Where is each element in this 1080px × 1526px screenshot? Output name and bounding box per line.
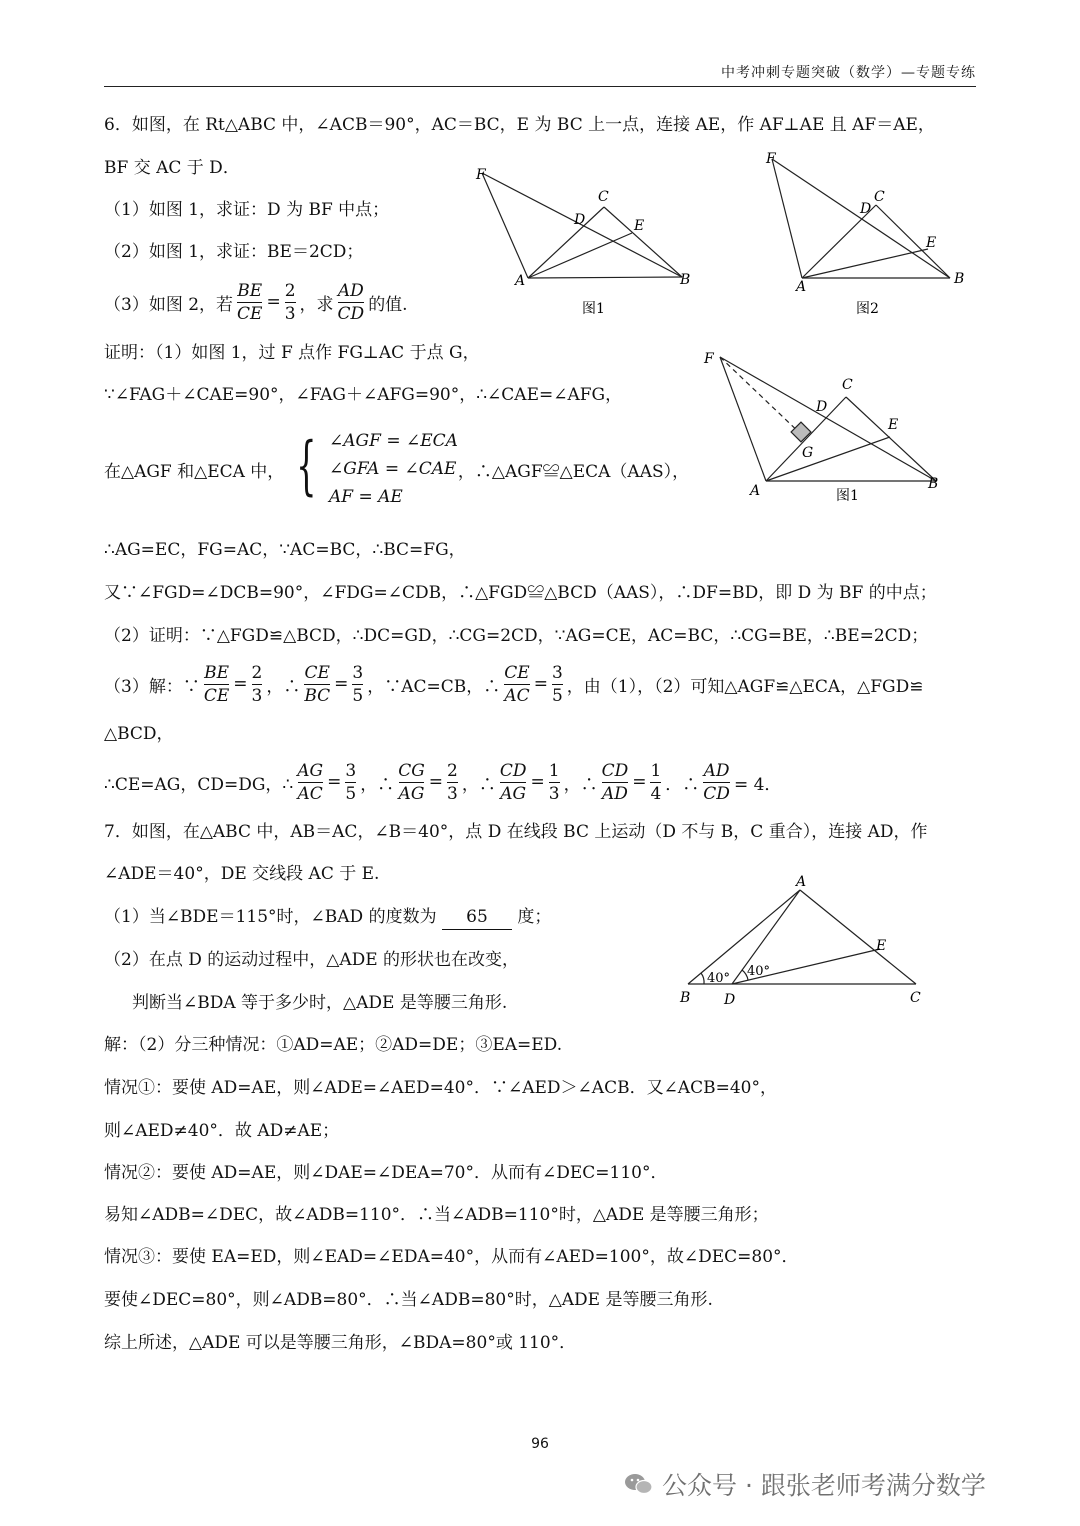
system-suffix: ，∴△AGF≌△ECA（AAS）， [457,461,690,482]
fig3-label-d: D [816,399,828,415]
equals: = [530,772,545,792]
numerator: 1 [650,760,662,781]
q6-line-1: 6．如图，在 Rt△ABC 中，∠ACB＝90°，AC＝BC，E 为 BC 上一点，连接 AE，作 AF⊥AE 且 AF＝AE， [104,115,935,135]
numerator: 3 [551,662,563,683]
denominator: 5 [352,685,364,706]
fig2-label-e: E [926,235,937,251]
system-line: AF = AE [329,487,403,507]
fig1-caption: 图1 [582,301,605,317]
q7-sol-line-3: 则∠AED≠40°．故 AD≠AE； [104,1121,340,1141]
text-segment: ，∴ [266,676,301,697]
q6-part-1: （1）如图 1，求证：D 为 BF 中点； [104,200,390,220]
fig2-label-c: C [874,189,885,205]
footer-watermark [624,1466,986,1502]
numerator: AG [297,760,324,781]
numerator: CE [304,662,330,683]
denominator: 3 [548,783,560,804]
system-prefix: 在△AGF 和△ECA 中， [104,461,285,482]
denominator: AG [398,783,425,804]
numerator: 3 [352,662,364,683]
q7-line-1: 7．如图，在△ABC 中，AB＝AC，∠B＝40°，点 D 在线段 BC 上运动（D 不与 B，C 重合），连接 AD，作 [104,822,928,842]
page-number: 96 [531,1436,549,1452]
denominator: AC [297,783,323,804]
fig1-label-a: A [515,273,526,289]
fraction [297,760,323,805]
fraction [345,760,356,805]
q7-line-2: ∠ADE＝40°，DE 交线段 AC 于 E. [104,864,380,884]
text-segment: ，∴ [461,774,496,795]
denominator: 5 [345,783,357,804]
system-line: ∠AGF = ∠ECA [329,431,458,451]
numerator: CD [601,760,629,781]
denominator: 5 [551,685,563,706]
fig1-label-c: C [598,189,609,205]
fraction [650,760,661,805]
fraction [237,280,262,325]
q7-label-c: C [910,990,921,1006]
numerator: BE [237,280,263,301]
numerator: AD [337,280,364,301]
fig3-label-g: G [802,445,814,461]
fraction [549,760,560,805]
equals: = [327,772,342,792]
q6-part-3-mid: ，求 [299,294,334,315]
system-line: ∠GFA = ∠CAE [329,459,457,479]
q7-sol-line-4: 情况②：要使 AD=AE，则∠DAE=∠DEA=70°．从而有∠DEC=110°． [104,1163,668,1183]
numerator: 3 [345,760,357,781]
proof-system-line [104,426,689,512]
proof-figure [700,345,960,510]
q7-figure [670,872,940,1012]
text-segment: ∴CE=AG，CD=DG，∴ [104,774,294,795]
equals: = [334,674,349,694]
denominator: 4 [650,783,662,804]
proof-line-4: 又∵∠FGD=∠DCB=90°，∠FDG=∠CDB，∴△FGD≌△BCD（AAS），∴DF=BD，即 D 为 BF 的中点； [104,583,937,603]
fig1-label-e: E [634,218,645,234]
fig2-label-a: A [796,279,807,295]
text-segment: ．∴ [665,774,700,795]
fig2-caption: 图2 [856,301,879,317]
numerator: 2 [284,280,296,301]
q7-sol-line-2: 情况①：要使 AD=AE，则∠ADE=∠AED=40°．∵∠AED＞∠ACB．又∠ACB=40°， [104,1078,777,1098]
solution-part-3-cont: △BCD， [104,724,174,744]
fig3-label-f: F [704,351,714,367]
text-segment: ，由（1），（2）可知△AGF≌△ECA，△FGD≌ [566,676,924,697]
denominator: CE [237,303,263,324]
text-segment: （1）当∠BDE＝115°时，∠BAD 的度数为 [104,907,437,927]
figure-2 [772,159,950,278]
numerator: CE [504,662,530,683]
wechat-icon [624,1472,654,1496]
system-lines [329,427,458,511]
q6-part-2: （2）如图 1，求证：BE＝2CD； [104,242,364,262]
denominator: CD [703,783,730,804]
q7-label-d: D [724,992,736,1008]
q6-part-3 [104,278,408,326]
fraction [703,760,730,805]
solution-part-3-line [104,659,923,709]
equals: = [632,772,647,792]
numerator: 2 [447,760,458,781]
numerator: 1 [548,760,560,781]
q7-part-1 [104,905,551,930]
q7-sol-line-8: 综上所述，△ADE 可以是等腰三角形，∠BDA=80°或 110°． [104,1333,577,1353]
text-segment: ，∴ [360,774,395,795]
fig1-label-b: B [680,272,691,288]
text-segment: = 4． [733,774,782,795]
text-segment: 度； [517,907,552,927]
numerator: AD [703,760,730,781]
proof-line-1: 证明：（1）如图 1，过 F 点作 FG⊥AC 于点 G， [104,343,480,363]
q6-part-3-prefix: （3）如图 2，若 [104,294,234,315]
q6-figures [470,145,980,320]
header-rule [104,86,976,87]
footer-text: 公众号 · 跟张老师考满分数学 [662,1471,986,1500]
fraction [204,662,229,707]
denominator: AD [601,783,628,804]
proof-part-2: （2）证明：∵△FGD≌△BCD，∴DC=GD，∴CG=2CD，∵AG=CE，AC=BC，∴CG=BE，∴BE=2CD； [104,626,929,646]
q7-label-a: A [796,874,807,890]
denominator: AC [504,685,530,706]
text-segment: ，∴ [563,774,598,795]
q7-part-2: （2）在点 D 的运动过程中，△ADE 的形状也在改变， [104,950,520,970]
equals: = [428,772,444,792]
q7-sol-line-5: 易知∠ADB=∠DEC，故∠ADB=110°．∴当∠ADB=110°时，△ADE 是等腰三角形； [104,1205,769,1225]
fig2-label-f: F [766,151,776,167]
q7-label-b: B [680,990,691,1006]
fig2-label-b: B [954,271,965,287]
fig1-label-d: D [574,212,586,228]
denominator: 3 [284,303,296,324]
fraction [252,662,263,707]
denominator: BC [304,685,331,706]
fraction [447,760,458,805]
fraction [352,662,363,707]
q6-part-3-suffix: 的值. [368,294,408,315]
solution-final-line [104,757,781,807]
q7-sol-line-6: 情况③：要使 EA=ED，则∠EAD=∠EDA=40°，从而有∠AED=100°，故∠DEC=80°． [104,1247,799,1267]
denominator: AG [500,783,527,804]
denominator: CD [337,303,365,324]
text-segment: （3）解：∵ [104,676,200,697]
fraction [285,280,296,325]
denominator: 3 [447,783,458,804]
equals: = [233,674,248,694]
q7-part-2-cont: 判断当∠BDA 等于多少时，△ADE 是等腰三角形. [132,993,508,1013]
q7-sol-line-1: 解：（2）分三种情况：①AD=AE；②AD=DE；③EA=ED. [104,1035,563,1055]
q6-line-2: BF 交 AC 于 D． [104,158,240,178]
left-brace: { [296,429,317,503]
q7-sol-line-7: 要使∠DEC=80°，则∠ADB=80°．∴当∠ADB=80°时，△ADE 是等腰三角形. [104,1290,713,1310]
proof-line-3: ∴AG=EC，FG=AC，∵AC=BC，∴BC=FG， [104,540,466,560]
fraction [304,662,330,707]
numerator: BE [204,662,229,683]
numerator: CD [499,760,527,781]
denominator: 3 [251,685,263,706]
numerator: 2 [251,662,263,683]
denominator: CE [203,685,230,706]
fig2-label-d: D [860,201,872,217]
answer-blank: 65 [442,905,512,930]
fraction [552,662,563,707]
q7-label-e: E [876,938,887,954]
fraction [338,280,365,325]
fig3-label-e: E [888,417,899,433]
text-segment: ，∵AC=CB，∴ [367,676,501,697]
fig3-label-a: A [750,483,761,499]
fraction [398,760,425,805]
page-header-title: 中考冲刺专题突破（数学）—专题专练 [721,65,976,81]
angle-ade-label: 40° [747,964,771,979]
fig3-caption: 图1 [836,488,859,504]
fig3-label-c: C [842,377,853,393]
equals: = [266,292,281,312]
fraction [500,760,527,805]
angle-b-label: 40° [707,971,731,986]
fig1-label-f: F [476,167,486,183]
fraction [602,760,629,805]
equals: = [533,674,548,694]
fraction [504,662,529,707]
numerator: CG [398,760,425,781]
fig3-label-b: B [928,476,939,492]
proof-line-2: ∵∠FAG＋∠CAE=90°，∠FAG＋∠AFG=90°，∴∠CAE=∠AFG， [104,385,623,405]
